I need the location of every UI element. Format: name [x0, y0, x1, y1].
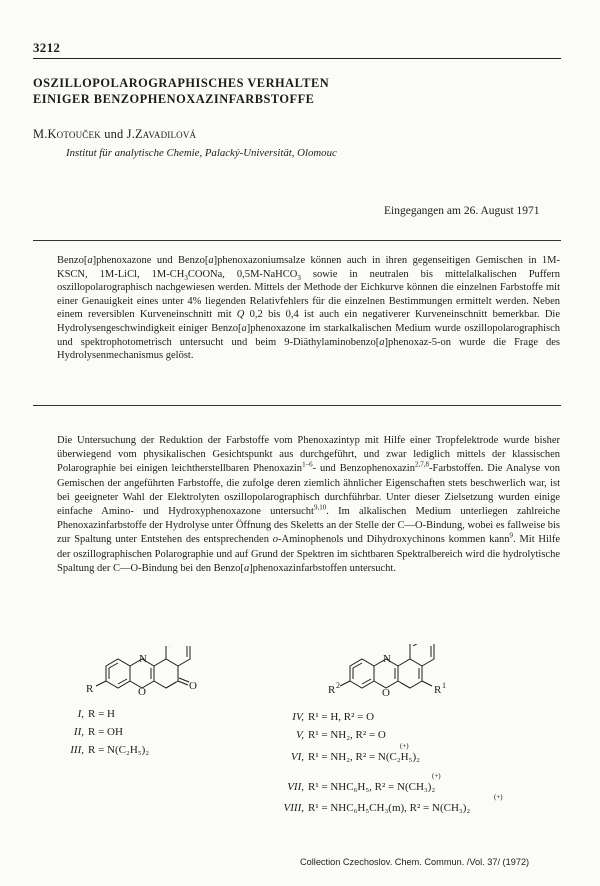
structure-right	[326, 644, 476, 714]
n-atom-label: N	[139, 653, 147, 665]
article-title	[33, 75, 561, 107]
r1-label: R	[434, 684, 442, 696]
received-date: Eingegangen am 26. August 1971	[384, 205, 540, 217]
compound-entry: VIII, R¹ = NHC₆H₅CH₃(m), R² = N(CH₃)₂	[283, 802, 471, 814]
institute: Institut für analytische Chemie, Palacký-Universität, Olomouc	[66, 147, 337, 159]
compound-entry: II, R = OH	[73, 726, 123, 738]
n-atom-label: N	[383, 653, 391, 665]
compound-entry: VI, R¹ = NH₂, R² = N(C₂H₅)₂	[290, 751, 420, 763]
header-rule	[33, 58, 561, 59]
title-line-2: EINIGER BENZOPHENOXAZINFARBSTOFFE	[33, 92, 315, 106]
benzophenoxazine-structure	[326, 644, 476, 714]
compound-entry: V, R¹ = NH₂, R² = O	[295, 729, 386, 741]
authors	[33, 127, 196, 142]
charge-mark: (+)	[494, 793, 503, 801]
o-ring-label: O	[138, 686, 146, 698]
benzophenoxazone-structure	[84, 646, 234, 708]
o-keto-label: O	[189, 680, 197, 692]
charge-mark: (+)	[432, 772, 441, 780]
title-line-1: OSZILLOPOLAROGRAPHISCHES VERHALTEN	[33, 76, 330, 90]
abstract-bottom-rule	[33, 405, 561, 406]
page-number: 3212	[33, 40, 61, 55]
r-substituent-label: R	[86, 683, 94, 695]
charge-mark: (+)	[400, 742, 409, 750]
author-2: Zavadilová	[135, 127, 197, 141]
body-paragraph: Die Untersuchung der Reduktion der Farbstoffe vom Phenoxazintyp mit Hilfe einer Tropfelektrode wurde bisher überwiegend vom physikalischen Gesichtspunkt aus durchgeführt, und zwar lediglich mittels der klassischen Polarographie bei einigen leichtherstellbaren Phenoxazin$^{1-6}$- und Benzophenoxazin$^{2,7,8}$-Farbstoffen. Die Analyse von Gemischen der angeführten Farbstoffe, die zufolge deren ziemlich ähnlicher Eigenschaften stets beschwerlich war, ist bei geeigneter Wahl der Elektrolyten oszillopolarographisch durchführbar. Unter dieser Zielsetzung wurden einige einfache Amino- und Hydroxyphenoxazone untersucht$^{9,10}$. Im alkalischen Medium unterliegen zahlreiche Phenoxazinfarbstoffe der Hydrolyse unter Öffnung des Skeletts an der Stelle der C—O-Bindung, wobei es fallweise bis zur Spaltung unter Entstehen des entsprechenden o-Aminophenols und Dihydroxychinons kommen kann$^9$. Mit Hilfe der oszillographischen Polarographie und auf Grund der Spektren im sichtbaren Spektralbereich wird die hydrolytische Spaltung der C—O-Bindung bei den Benzo[a]phenoxazinfarbstoffen untersucht.	[57, 435, 560, 574]
author-initial: M.	[33, 127, 48, 141]
r1-superscript: 1	[442, 681, 446, 690]
journal-footer: Collection Czechoslov. Chem. Commun. /Vol. 37/ (1972)	[300, 857, 530, 867]
compound-entry: III, R = N(C₂H₅)₂	[70, 744, 150, 756]
r2-label: R	[328, 684, 336, 696]
compound-entry: VII, R¹ = NHC₆H₅, R² = N(CH₃)₂	[287, 781, 436, 793]
structure-left	[84, 646, 234, 708]
author-1: Kotouček	[47, 127, 101, 141]
abstract: Benzo[a]phenoxazone und Benzo[a]phenoxazoniumsalze können auch in ihren gegenseitigen Gemischen in 1M-KSCN, 1M-LiCl, $1M-CH_3COONa$, 0,5M-NaHCO$_3$ sowie in neutralen bis mittelalkalischen Puffern oszillopolarographisch nachgewiesen werden. Mittels der Methode der Eichkurve können die einzelnen Farbstoffe mit einer Genauigkeit eines unter 4% liegenden Relativfehlers für die einzelnen Bestimmungen ermittelt werden. Neben einem reversiblen Kurveneinschnitt mit Q 0,2 bis 0,4 ist auch ein negativerer Kurveneinschnitt bemerkbar. Die Hydrolysengeschwindigkeit einiger Benzo[a]phenoxazone im starkalkalischen Medium wurde oszillopolarographisch und spektrophotometrisch untersucht und beim 9-Diäthylaminobenzo[a]phenoxaz-5-on wurde die Frage des Hydrolysenmechanismus gelöst.	[57, 255, 561, 362]
author-conjunction: und J.	[100, 127, 136, 141]
compound-entry: I, R = H	[77, 708, 115, 720]
r2-superscript: 2	[336, 681, 340, 690]
abstract-top-rule	[33, 240, 561, 241]
compound-entry: IV, R¹ = H, R² = O	[292, 711, 375, 723]
o-ring-label: O	[382, 687, 390, 699]
